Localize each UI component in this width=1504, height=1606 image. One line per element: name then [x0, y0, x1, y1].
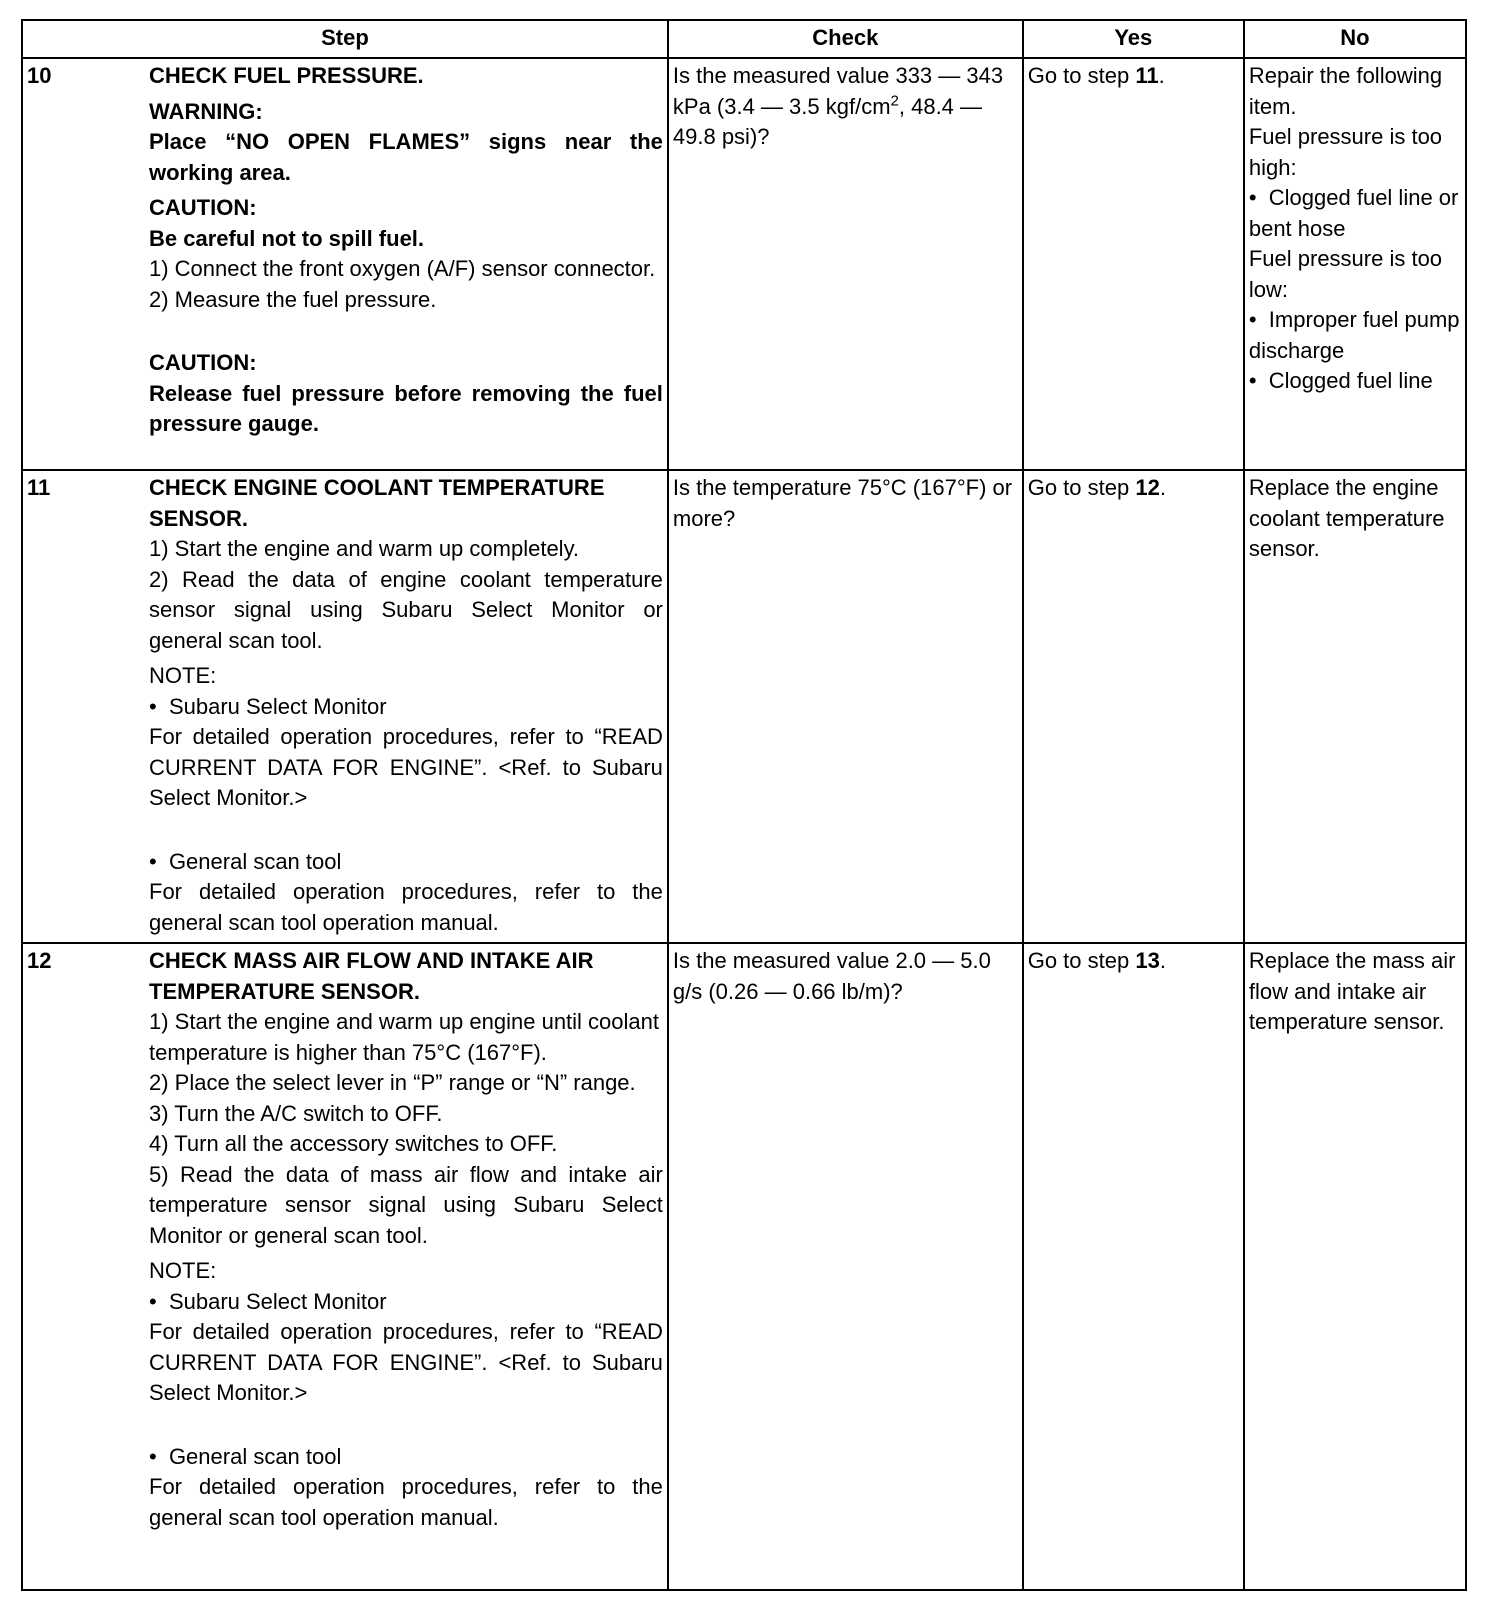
yes-text: Go to step: [1027, 63, 1136, 88]
diagnostic-table: [21, 19, 1467, 1591]
check-superscript: 2: [890, 92, 899, 110]
check-cell: Is the temperature 75°C (167°F) or more?: [668, 470, 1023, 943]
header-no: No: [1244, 20, 1466, 58]
note-item-gst: • General scan tool: [149, 1442, 663, 1473]
procedure-item: 1) Connect the front oxygen (A/F) sensor connector.: [149, 256, 656, 281]
step-number: 12: [27, 948, 52, 973]
yes-step-link: 11: [1135, 63, 1159, 88]
note-text: For detailed operation procedures, refer to “READ CURRENT DATA FOR ENGINE”. <Ref. to Subaru Select Monitor.>: [149, 724, 663, 810]
table-row: [22, 943, 1466, 1590]
step-title: CHECK MASS AIR FLOW AND INTAKE AIR TEMPERATURE SENSOR.: [149, 948, 594, 1004]
no-cause-item: • Clogged fuel line or bent hose: [1249, 183, 1461, 244]
procedure-item: 2) Read the data of engine coolant temperature sensor signal using Subaru Select Monitor or general scan tool.: [149, 566, 663, 653]
note-label: NOTE:: [149, 663, 217, 688]
yes-cell: [1023, 943, 1244, 1590]
yes-text: Go to step: [1027, 948, 1136, 973]
procedure-item: 5) Read the data of mass air flow and intake air temperature sensor signal using Subaru Select Monitor or general scan tool.: [149, 1161, 663, 1248]
caution-text: Be careful not to spill fuel.: [149, 225, 425, 251]
check-cell: Is the measured value 2.0 — 5.0 g/s (0.26 — 0.66 lb/m)?: [668, 943, 1023, 1590]
no-cell: Replace the engine coolant temperature sensor.: [1244, 470, 1466, 943]
table-header-row: [22, 20, 1466, 58]
warning-label: WARNING:: [149, 98, 263, 124]
step-cell: [22, 470, 668, 943]
step-cell: [22, 58, 668, 470]
procedure-item: 1) Start the engine and warm up completely.: [149, 536, 580, 561]
no-cell: Replace the mass air flow and intake air temperature sensor.: [1244, 943, 1466, 1590]
note-text: For detailed operation procedures, refer to the general scan tool operation manual.: [149, 879, 663, 935]
page: [21, 19, 1467, 1591]
no-cause-item: • Clogged fuel line: [1249, 366, 1461, 397]
step-cell: [22, 943, 668, 1590]
yes-text: Go to step: [1027, 475, 1136, 500]
yes-step-link: 13: [1135, 948, 1160, 973]
header-check: Check: [668, 20, 1023, 58]
step-number: 10: [27, 63, 52, 88]
yes-step-link: 12: [1135, 475, 1160, 500]
check-text: Is the measured value 333 — 343 kPa (3.4 — 3.5 kgf/cm: [672, 63, 1004, 119]
no-cell: [1244, 58, 1466, 470]
step-title: CHECK FUEL PRESSURE.: [149, 63, 424, 88]
step-number: 11: [27, 475, 51, 500]
note-item-gst: • General scan tool: [149, 847, 663, 878]
yes-period: .: [1158, 63, 1165, 88]
caution-label: CAUTION:: [149, 195, 257, 220]
yes-cell: [1023, 470, 1244, 943]
procedure-item: 3) Turn the A/C switch to OFF.: [149, 1100, 443, 1126]
no-cause-item: • Improper fuel pump discharge: [1249, 305, 1461, 366]
note-text: For detailed operation procedures, refer to “READ CURRENT DATA FOR ENGINE”. <Ref. to Subaru Select Monitor.>: [149, 1319, 663, 1405]
header-step: Step: [22, 20, 668, 58]
note-item-ssm: • Subaru Select Monitor: [149, 692, 663, 723]
header-yes: Yes: [1023, 20, 1244, 58]
procedure-item: 4) Turn all the accessory switches to OFF.: [149, 1131, 558, 1156]
note-item-ssm: • Subaru Select Monitor: [149, 1287, 663, 1318]
procedure-item: 2) Place the select lever in “P” range or “N” range.: [149, 1070, 636, 1095]
procedure-item: 2) Measure the fuel pressure.: [149, 286, 437, 312]
check-cell: [668, 58, 1023, 470]
yes-period: .: [1159, 948, 1166, 973]
no-condition-low: Fuel pressure is too low:: [1248, 246, 1443, 302]
check-text-end: , 48.4 — 49.8 psi)?: [672, 93, 983, 149]
yes-cell: [1023, 58, 1244, 470]
no-intro: Repair the following item.: [1248, 63, 1443, 119]
yes-period: .: [1159, 475, 1166, 500]
procedure-item: 1) Start the engine and warm up engine until coolant temperature is higher than 75°C (167°F).: [149, 1009, 659, 1065]
warning-text: Place “NO OPEN FLAMES” signs near the working area.: [149, 129, 663, 185]
table-row: [22, 470, 1466, 943]
step-title: CHECK ENGINE COOLANT TEMPERATURE SENSOR.: [149, 475, 605, 531]
no-condition-high: Fuel pressure is too high:: [1248, 124, 1443, 180]
caution-label: CAUTION:: [149, 350, 257, 375]
table-row: [22, 58, 1466, 470]
note-text: For detailed operation procedures, refer to the general scan tool operation manual.: [149, 1474, 663, 1530]
note-label: NOTE:: [149, 1258, 217, 1283]
caution-text: Release fuel pressure before removing the fuel pressure gauge.: [149, 380, 663, 436]
